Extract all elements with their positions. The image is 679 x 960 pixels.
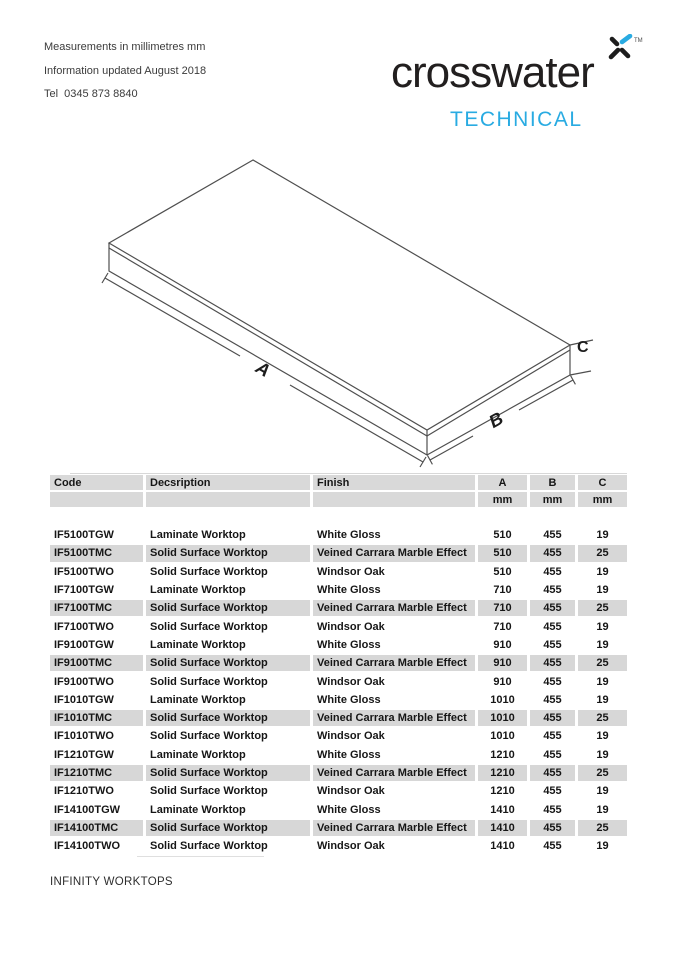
units-spacer <box>146 492 310 507</box>
finish-cell: Windsor Oak <box>313 837 475 855</box>
worktop-top-face <box>109 160 570 430</box>
dim-a-cell: 1010 <box>478 691 527 709</box>
finish-cell: Windsor Oak <box>313 727 475 745</box>
units-spacer <box>50 492 143 507</box>
description-cell: Laminate Worktop <box>146 526 310 544</box>
dim-a-cell: 910 <box>478 636 527 654</box>
table-row <box>50 636 627 654</box>
dim-a-cell: 1210 <box>478 764 527 782</box>
table-row <box>50 691 627 709</box>
technical-tagline: TECHNICAL <box>450 108 583 131</box>
code-cell: IF14100TWO <box>50 837 143 855</box>
description-cell: Laminate Worktop <box>146 691 310 709</box>
dim-a-cell: 1410 <box>478 819 527 837</box>
units-a-mm: mm <box>478 492 527 507</box>
header-finish: Finish <box>313 475 475 492</box>
dim-b-cell: 455 <box>530 617 575 635</box>
dim-a-cell: 1210 <box>478 746 527 764</box>
code-cell: IF1210TWO <box>50 782 143 800</box>
dim-a-cell: 510 <box>478 544 527 562</box>
description-cell: Solid Surface Worktop <box>146 837 310 855</box>
description-cell: Solid Surface Worktop <box>146 654 310 672</box>
finish-cell: Windsor Oak <box>313 672 475 690</box>
header-gap <box>50 507 627 526</box>
code-cell: IF5100TGW <box>50 526 143 544</box>
x-cyan-arm <box>622 36 630 42</box>
dim-b-cell: 455 <box>530 526 575 544</box>
description-cell: Solid Surface Worktop <box>146 599 310 617</box>
telephone-note: Tel 0345 873 8840 <box>44 88 138 100</box>
dim-c-cell: 19 <box>578 526 627 544</box>
dim-b-cell: 455 <box>530 746 575 764</box>
dim-a-cell: 1210 <box>478 782 527 800</box>
finish-cell: Veined Carrara Marble Effect <box>313 709 475 727</box>
table-bottom-rule <box>137 856 264 857</box>
table-row <box>50 654 627 672</box>
table-row <box>50 544 627 562</box>
crosswater-logo-text: crosswater <box>391 48 594 97</box>
dimension-b-label: B <box>485 408 507 432</box>
code-cell: IF7100TWO <box>50 617 143 635</box>
description-cell: Solid Surface Worktop <box>146 782 310 800</box>
code-cell: IF1210TMC <box>50 764 143 782</box>
dim-b-cell: 455 <box>530 764 575 782</box>
dim-b-cell: 455 <box>530 581 575 599</box>
table-row <box>50 800 627 818</box>
table-row <box>50 617 627 635</box>
dim-c-cell: 25 <box>578 709 627 727</box>
table-row <box>50 709 627 727</box>
dim-c-cell: 19 <box>578 800 627 818</box>
finish-cell: Veined Carrara Marble Effect <box>313 544 475 562</box>
description-cell: Solid Surface Worktop <box>146 544 310 562</box>
dim-c-cell: 19 <box>578 617 627 635</box>
header-code: Code <box>50 475 143 492</box>
finish-cell: Veined Carrara Marble Effect <box>313 599 475 617</box>
dim-b-cell: 455 <box>530 727 575 745</box>
trademark-symbol: TM <box>634 38 643 44</box>
code-cell: IF5100TWO <box>50 563 143 581</box>
worktop-spec-table <box>47 475 630 855</box>
finish-cell: White Gloss <box>313 691 475 709</box>
table-row <box>50 782 627 800</box>
finish-cell: White Gloss <box>313 526 475 544</box>
measurements-note: Measurements in millimetres mm <box>44 41 206 53</box>
dim-a-cell: 1010 <box>478 709 527 727</box>
finish-cell: White Gloss <box>313 800 475 818</box>
units-c-mm: mm <box>578 492 627 507</box>
finish-cell: White Gloss <box>313 636 475 654</box>
dim-b-cell: 455 <box>530 709 575 727</box>
description-cell: Solid Surface Worktop <box>146 672 310 690</box>
dim-c-cell: 19 <box>578 691 627 709</box>
table-row <box>50 672 627 690</box>
dim-b-cell: 455 <box>530 563 575 581</box>
description-cell: Solid Surface Worktop <box>146 819 310 837</box>
dim-a-cell: 710 <box>478 599 527 617</box>
code-cell: IF5100TMC <box>50 544 143 562</box>
dim-c-cell: 25 <box>578 599 627 617</box>
code-cell: IF1010TGW <box>50 691 143 709</box>
dim-a-cell: 510 <box>478 526 527 544</box>
description-cell: Laminate Worktop <box>146 581 310 599</box>
header-a: A <box>478 475 527 492</box>
updated-note: Information updated August 2018 <box>44 64 207 77</box>
dim-c-cell: 19 <box>578 563 627 581</box>
dim-c-cell: 19 <box>578 727 627 745</box>
dim-a-cell: 1410 <box>478 800 527 818</box>
table-row <box>50 563 627 581</box>
code-cell: IF14100TMC <box>50 819 143 837</box>
dim-b-cell: 455 <box>530 544 575 562</box>
finish-cell: White Gloss <box>313 746 475 764</box>
table-row <box>50 837 627 855</box>
crosswater-x-icon <box>603 34 645 64</box>
dim-c-cell: 25 <box>578 544 627 562</box>
dim-c-cell: 19 <box>578 581 627 599</box>
table-row <box>50 727 627 745</box>
dim-c-cell: 25 <box>578 654 627 672</box>
dim-a-cell: 710 <box>478 581 527 599</box>
finish-cell: Veined Carrara Marble Effect <box>313 654 475 672</box>
code-cell: IF1010TMC <box>50 709 143 727</box>
table-row <box>50 764 627 782</box>
header-description: Decsription <box>146 475 310 492</box>
code-cell: IF7100TGW <box>50 581 143 599</box>
description-cell: Laminate Worktop <box>146 636 310 654</box>
code-cell: IF1210TGW <box>50 746 143 764</box>
code-cell: IF1010TWO <box>50 727 143 745</box>
dim-a-cell: 710 <box>478 617 527 635</box>
worktop-isometric-diagram <box>0 150 679 480</box>
finish-cell: Veined Carrara Marble Effect <box>313 764 475 782</box>
table-row <box>50 599 627 617</box>
units-spacer <box>313 492 475 507</box>
table-row <box>50 526 627 544</box>
description-cell: Solid Surface Worktop <box>146 764 310 782</box>
dim-a-cell: 910 <box>478 654 527 672</box>
dim-c-cell: 25 <box>578 819 627 837</box>
description-cell: Solid Surface Worktop <box>146 727 310 745</box>
dim-b-cell: 455 <box>530 636 575 654</box>
table-header <box>50 475 627 526</box>
worktop-table-body <box>50 526 627 855</box>
table-top-rule <box>70 473 627 474</box>
dim-b-cell: 455 <box>530 691 575 709</box>
dim-b-cell: 455 <box>530 837 575 855</box>
dim-c-cell: 25 <box>578 764 627 782</box>
finish-cell: White Gloss <box>313 581 475 599</box>
dim-a-cell: 1410 <box>478 837 527 855</box>
header-b: B <box>530 475 575 492</box>
dim-c-cell: 19 <box>578 746 627 764</box>
dim-a-cell: 1010 <box>478 727 527 745</box>
code-cell: IF14100TGW <box>50 800 143 818</box>
header-c: C <box>578 475 627 492</box>
dim-c-cell: 19 <box>578 782 627 800</box>
dim-c-cell: 19 <box>578 837 627 855</box>
table-row <box>50 819 627 837</box>
finish-cell: Veined Carrara Marble Effect <box>313 819 475 837</box>
table-row <box>50 581 627 599</box>
dim-a-cell: 510 <box>478 563 527 581</box>
dim-a-cell: 910 <box>478 672 527 690</box>
finish-cell: Windsor Oak <box>313 563 475 581</box>
description-cell: Solid Surface Worktop <box>146 709 310 727</box>
description-cell: Solid Surface Worktop <box>146 617 310 635</box>
description-cell: Solid Surface Worktop <box>146 563 310 581</box>
dim-c-cell: 19 <box>578 672 627 690</box>
finish-cell: Windsor Oak <box>313 617 475 635</box>
dim-b-cell: 455 <box>530 819 575 837</box>
page-title: INFINITY WORKTOPS <box>50 876 173 888</box>
code-cell: IF9100TGW <box>50 636 143 654</box>
dim-b-cell: 455 <box>530 672 575 690</box>
dim-b-cell: 455 <box>530 654 575 672</box>
dimension-c-label: C <box>577 339 589 356</box>
dim-b-cell: 455 <box>530 782 575 800</box>
units-b-mm: mm <box>530 492 575 507</box>
dim-c-cell: 19 <box>578 636 627 654</box>
table-row <box>50 746 627 764</box>
code-cell: IF9100TMC <box>50 654 143 672</box>
code-cell: IF9100TWO <box>50 672 143 690</box>
description-cell: Laminate Worktop <box>146 800 310 818</box>
dimension-a-label: A <box>252 357 274 381</box>
dim-b-cell: 455 <box>530 800 575 818</box>
document-meta <box>44 41 206 112</box>
code-cell: IF7100TMC <box>50 599 143 617</box>
finish-cell: Windsor Oak <box>313 782 475 800</box>
description-cell: Laminate Worktop <box>146 746 310 764</box>
dim-b-cell: 455 <box>530 599 575 617</box>
